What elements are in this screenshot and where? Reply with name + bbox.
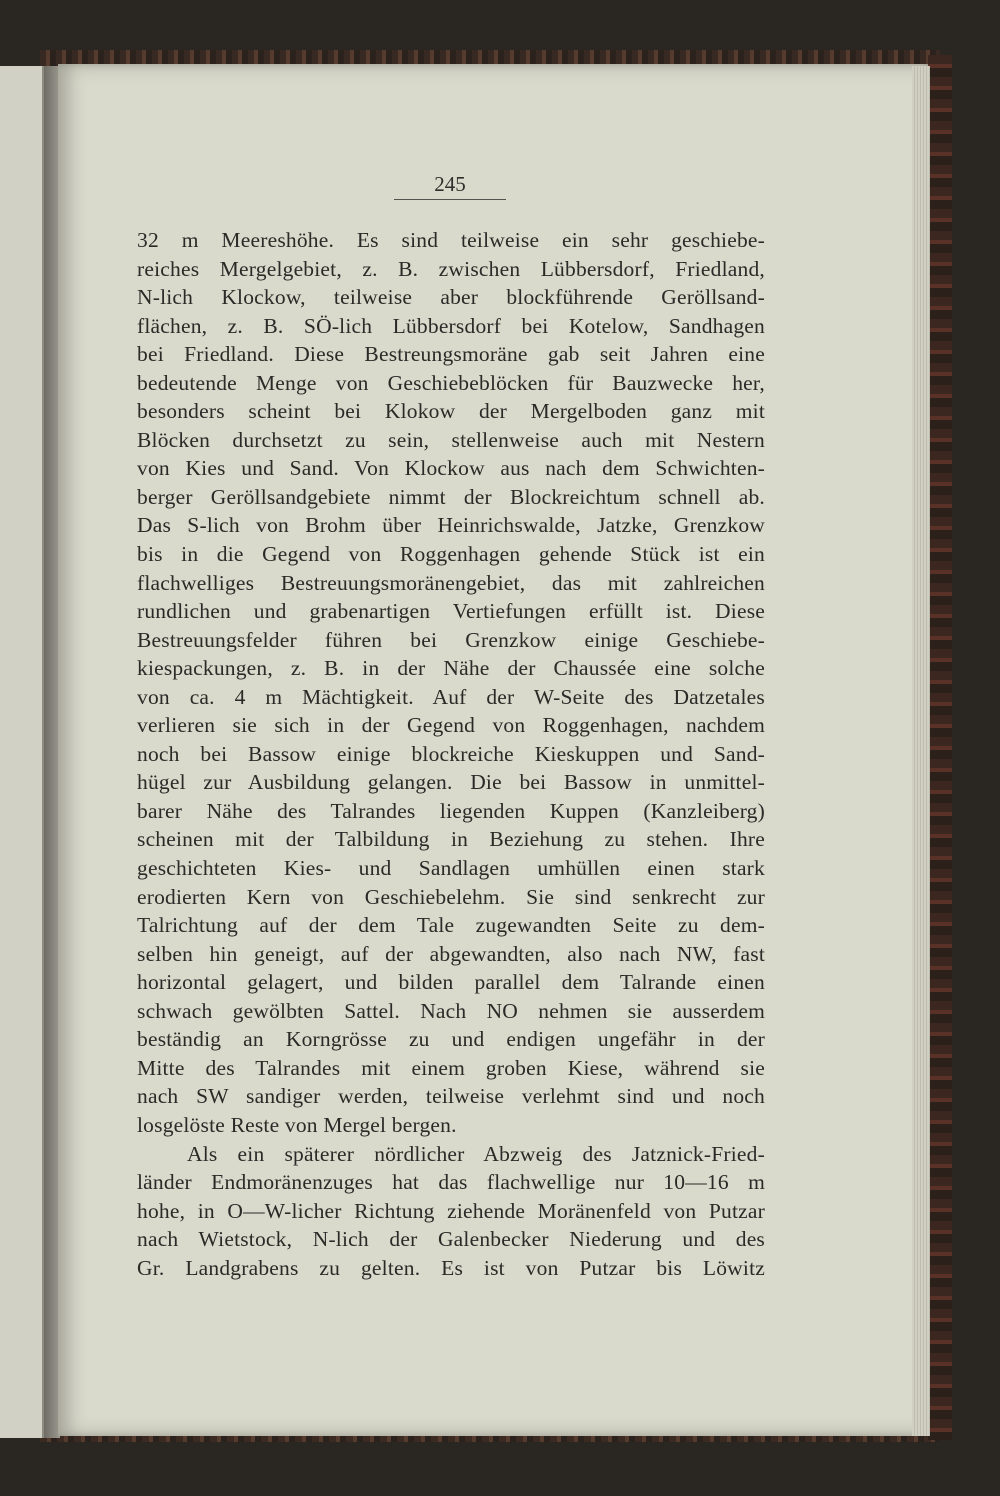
paragraph-start-line: Als ein späterer nördlicher Abzweig des Jatznick-Fried-	[187, 1141, 765, 1166]
text-line: rundlichen und grabenartigen Vertiefungen erfüllt ist. Diese	[137, 599, 765, 624]
page-number: 245	[434, 172, 466, 196]
text-line: kiespackungen, z. B. in der Nähe der Chaussée eine solche	[137, 656, 765, 681]
text-line: von ca. 4 m Mächtigkeit. Auf der W-Seite des Datzetales	[137, 684, 765, 709]
text-line: flächen, z. B. SÖ-lich Lübbersdorf bei Kotelow, Sandhagen	[137, 313, 765, 338]
text-line: bedeutende Menge von Geschiebeblöcken für Bauzwecke her,	[137, 370, 765, 395]
text-line: scheinen mit der Talbildung in Beziehung zu stehen. Ihre	[137, 827, 765, 852]
page-number-rule	[394, 199, 506, 200]
text-line: schwach gewölbten Sattel. Nach NO nehmen sie ausserdem	[137, 998, 765, 1023]
text-line: Gr. Landgrabens zu gelten. Es ist von Putzar bis Löwitz	[137, 1255, 765, 1280]
paragraph-end-line: losgelöste Reste von Mergel bergen.	[137, 1112, 457, 1137]
text-line: von Kies und Sand. Von Klockow aus nach dem Schwichten-	[137, 456, 765, 481]
text-line: bis in die Gegend von Roggenhagen gehende Stück ist ein	[137, 542, 765, 567]
text-line: flachwelliges Bestreuungsmoränengebiet, das mit zahlreichen	[137, 570, 765, 595]
book-cover-right-edge	[928, 55, 952, 1440]
text-line: Blöcken durchsetzt zu sein, stellenweise auch mit Nestern	[137, 427, 765, 452]
text-line: besonders scheint bei Klokow der Mergelboden ganz mit	[137, 399, 765, 424]
text-line: berger Geröllsandgebiete nimmt der Blockreichtum schnell ab.	[137, 484, 765, 509]
text-line: geschichteten Kies- und Sandlagen umhüllen einen stark	[137, 856, 765, 881]
text-line: Mitte des Talrandes mit einem groben Kiese, während sie	[137, 1055, 765, 1080]
text-line: verlieren sie sich in der Gegend von Roggenhagen, nachdem	[137, 713, 765, 738]
text-line: erodierten Kern von Geschiebelehm. Sie sind senkrecht zur	[137, 884, 765, 909]
text-line: bei Friedland. Diese Bestreungsmoräne gab seit Jahren eine	[137, 342, 765, 367]
text-line: Das S-lich von Brohm über Heinrichswalde, Jatzke, Grenzkow	[137, 513, 765, 538]
text-line: barer Nähe des Talrandes liegenden Kuppen (Kanzleiberg)	[137, 798, 765, 823]
text-line: horizontal gelagert, und bilden parallel dem Talrande einen	[137, 970, 765, 995]
text-line: Talrichtung auf der dem Tale zugewandten Seite zu dem-	[137, 913, 765, 938]
facing-page-edge	[0, 66, 44, 1438]
text-line: selben hin geneigt, auf der abgewandten, also nach NW, fast	[137, 941, 765, 966]
body-text	[137, 226, 765, 1282]
text-line: Bestreuungsfelder führen bei Grenzkow einige Geschiebe-	[137, 627, 765, 652]
text-line: beständig an Korngrösse zu und endigen ungefähr in der	[137, 1027, 765, 1052]
page-stack-edge	[912, 66, 930, 1436]
text-line: N-lich Klockow, teilweise aber blockführende Geröllsand-	[137, 285, 765, 310]
text-line: noch bei Bassow einige blockreiche Kieskuppen und Sand-	[137, 741, 765, 766]
text-line: nach Wietstock, N-lich der Galenbecker Niederung und des	[137, 1227, 765, 1252]
text-line: länder Endmoränenzuges hat das flachwellige nur 10—16 m	[137, 1170, 765, 1195]
text-line: nach SW sandiger werden, teilweise verlehmt sind und noch	[137, 1084, 765, 1109]
text-line: 32 m Meereshöhe. Es sind teilweise ein sehr geschiebe-	[137, 228, 765, 252]
text-line: hügel zur Ausbildung gelangen. Die bei Bassow in unmittel-	[137, 770, 765, 795]
text-line: hohe, in O—W-licher Richtung ziehende Moränenfeld von Putzar	[137, 1198, 765, 1223]
text-line: reiches Mergelgebiet, z. B. zwischen Lübbersdorf, Friedland,	[137, 256, 765, 281]
